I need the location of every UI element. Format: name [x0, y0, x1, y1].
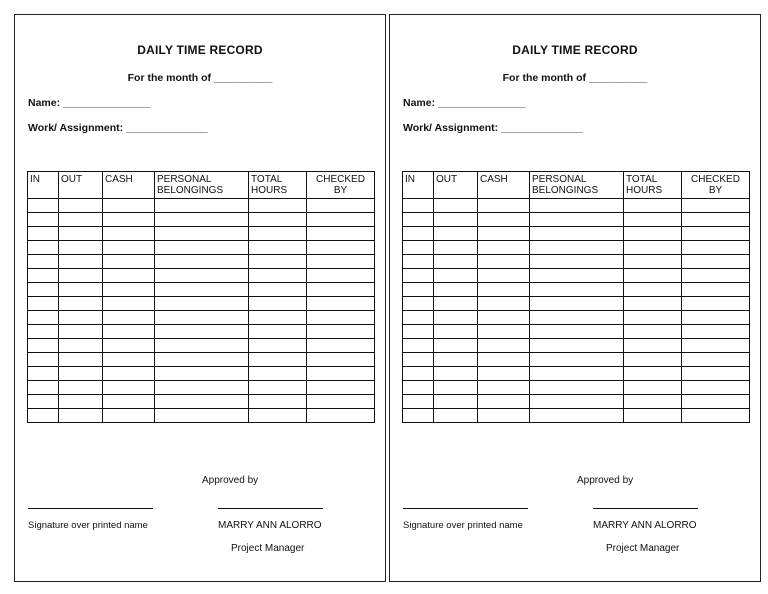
table-cell[interactable]: [434, 241, 478, 255]
table-row: [28, 283, 375, 297]
table-cell[interactable]: [155, 255, 249, 269]
form-title: DAILY TIME RECORD: [512, 43, 638, 57]
table-cell[interactable]: [434, 325, 478, 339]
table-cell[interactable]: [28, 241, 59, 255]
table-cell[interactable]: [307, 269, 375, 283]
table-cell[interactable]: [403, 325, 434, 339]
table-cell[interactable]: [103, 213, 155, 227]
table-cell[interactable]: [624, 325, 682, 339]
table-cell[interactable]: [682, 339, 750, 353]
table-cell[interactable]: [478, 367, 530, 381]
table-cell[interactable]: [478, 269, 530, 283]
table-cell[interactable]: [682, 227, 750, 241]
table-row: [28, 297, 375, 311]
table-cell[interactable]: [478, 199, 530, 213]
table-row: [403, 409, 750, 423]
table-cell[interactable]: [478, 241, 530, 255]
table-cell[interactable]: [155, 227, 249, 241]
table-cell[interactable]: [155, 199, 249, 213]
table-cell[interactable]: [155, 409, 249, 423]
table-row: [28, 367, 375, 381]
table-cell[interactable]: [530, 255, 624, 269]
table-cell[interactable]: [249, 283, 307, 297]
column-header-cash: CASH: [478, 172, 530, 199]
table-cell[interactable]: [403, 339, 434, 353]
table-cell[interactable]: [682, 269, 750, 283]
table-cell[interactable]: [59, 381, 103, 395]
table-cell[interactable]: [682, 311, 750, 325]
table-cell[interactable]: [307, 213, 375, 227]
table-cell[interactable]: [155, 381, 249, 395]
table-cell[interactable]: [434, 353, 478, 367]
table-cell[interactable]: [530, 311, 624, 325]
table-cell[interactable]: [403, 227, 434, 241]
table-cell[interactable]: [478, 283, 530, 297]
table-cell[interactable]: [624, 339, 682, 353]
table-cell[interactable]: [155, 297, 249, 311]
table-row: [403, 255, 750, 269]
approved-by-label: Approved by: [202, 475, 259, 486]
table-cell[interactable]: [624, 381, 682, 395]
column-header-checked-by: CHECKED BY: [682, 172, 750, 199]
table-cell[interactable]: [434, 283, 478, 297]
table-cell[interactable]: [155, 353, 249, 367]
table-cell[interactable]: [434, 255, 478, 269]
signature-label: Signature over printed name: [28, 520, 148, 531]
table-row: [403, 311, 750, 325]
table-row: [28, 311, 375, 325]
table-cell[interactable]: [307, 395, 375, 409]
table-cell[interactable]: [403, 255, 434, 269]
table-cell[interactable]: [434, 367, 478, 381]
table-cell[interactable]: [624, 395, 682, 409]
table-cell[interactable]: [530, 381, 624, 395]
time-record-card-left: [14, 14, 386, 582]
table-cell[interactable]: [28, 409, 59, 423]
table-cell[interactable]: [624, 241, 682, 255]
table-cell[interactable]: [155, 339, 249, 353]
table-row: [403, 381, 750, 395]
table-cell[interactable]: [403, 269, 434, 283]
table-cell[interactable]: [530, 325, 624, 339]
table-cell[interactable]: [434, 199, 478, 213]
table-cell[interactable]: [530, 353, 624, 367]
table-cell[interactable]: [103, 283, 155, 297]
table-cell[interactable]: [682, 283, 750, 297]
table-cell[interactable]: [624, 409, 682, 423]
table-cell[interactable]: [155, 269, 249, 283]
table-cell[interactable]: [103, 409, 155, 423]
table-row: [403, 325, 750, 339]
column-header-in: IN: [28, 172, 59, 199]
table-cell[interactable]: [624, 311, 682, 325]
table-header-row: [28, 172, 375, 199]
time-record-card-right: [389, 14, 761, 582]
table-row: [28, 213, 375, 227]
table-cell[interactable]: [59, 325, 103, 339]
table-cell[interactable]: [249, 339, 307, 353]
table-cell[interactable]: [59, 255, 103, 269]
table-row: [28, 199, 375, 213]
table-cell[interactable]: [59, 241, 103, 255]
table-cell[interactable]: [249, 311, 307, 325]
table-cell[interactable]: [28, 339, 59, 353]
table-cell[interactable]: [28, 255, 59, 269]
table-cell[interactable]: [307, 297, 375, 311]
manager-title: Project Manager: [606, 543, 680, 554]
table-cell[interactable]: [28, 353, 59, 367]
table-cell[interactable]: [307, 255, 375, 269]
table-cell[interactable]: [434, 381, 478, 395]
table-cell[interactable]: [28, 297, 59, 311]
column-header-total-hours: TOTAL HOURS: [249, 172, 307, 199]
table-cell[interactable]: [307, 325, 375, 339]
table-cell[interactable]: [28, 269, 59, 283]
table-cell[interactable]: [530, 199, 624, 213]
table-row: [28, 353, 375, 367]
table-cell[interactable]: [682, 255, 750, 269]
column-header-personal-belongings: PERSONAL BELONGINGS: [530, 172, 624, 199]
table-cell[interactable]: [155, 311, 249, 325]
time-table: [27, 171, 375, 423]
table-cell[interactable]: [103, 269, 155, 283]
table-cell[interactable]: [59, 199, 103, 213]
table-cell[interactable]: [624, 255, 682, 269]
table-cell[interactable]: [530, 213, 624, 227]
table-cell[interactable]: [155, 325, 249, 339]
table-cell[interactable]: [682, 395, 750, 409]
table-cell[interactable]: [403, 213, 434, 227]
table-row: [403, 395, 750, 409]
table-cell[interactable]: [434, 339, 478, 353]
table-cell[interactable]: [624, 353, 682, 367]
table-cell[interactable]: [307, 381, 375, 395]
table-cell[interactable]: [249, 353, 307, 367]
manager-name: MARRY ANN ALORRO: [218, 520, 322, 531]
table-cell[interactable]: [530, 395, 624, 409]
table-cell[interactable]: [624, 283, 682, 297]
table-cell[interactable]: [434, 311, 478, 325]
table-cell[interactable]: [530, 297, 624, 311]
table-cell[interactable]: [59, 339, 103, 353]
manager-title: Project Manager: [231, 543, 305, 554]
table-cell[interactable]: [307, 367, 375, 381]
work-assignment-field: Work/ Assignment: ______________: [403, 122, 583, 134]
table-cell[interactable]: [403, 297, 434, 311]
table-row: [403, 213, 750, 227]
table-cell[interactable]: [307, 311, 375, 325]
table-cell[interactable]: [624, 367, 682, 381]
column-header-out: OUT: [434, 172, 478, 199]
table-cell[interactable]: [103, 255, 155, 269]
table-row: [403, 297, 750, 311]
table-body: [28, 199, 375, 423]
table-row: [28, 269, 375, 283]
table-row: [28, 409, 375, 423]
table-cell[interactable]: [530, 227, 624, 241]
table-cell[interactable]: [249, 227, 307, 241]
column-header-personal-belongings: PERSONAL BELONGINGS: [155, 172, 249, 199]
table-row: [28, 395, 375, 409]
table-cell[interactable]: [624, 269, 682, 283]
signature-line: [403, 508, 528, 509]
table-row: [28, 241, 375, 255]
table-cell[interactable]: [624, 199, 682, 213]
form-title: DAILY TIME RECORD: [137, 43, 263, 57]
table-cell[interactable]: [682, 241, 750, 255]
table-row: [28, 381, 375, 395]
month-field: For the month of __________: [502, 72, 648, 84]
table-cell[interactable]: [59, 409, 103, 423]
signature-label: Signature over printed name: [403, 520, 523, 531]
table-cell[interactable]: [155, 395, 249, 409]
table-cell[interactable]: [624, 213, 682, 227]
approver-signature-line: [218, 508, 323, 509]
table-cell[interactable]: [682, 297, 750, 311]
table-cell[interactable]: [103, 339, 155, 353]
table-cell[interactable]: [249, 297, 307, 311]
table-cell[interactable]: [155, 241, 249, 255]
table-cell[interactable]: [403, 409, 434, 423]
table-cell[interactable]: [307, 283, 375, 297]
table-cell[interactable]: [478, 325, 530, 339]
table-cell[interactable]: [249, 255, 307, 269]
table-cell[interactable]: [434, 409, 478, 423]
table-cell[interactable]: [249, 241, 307, 255]
table-cell[interactable]: [478, 227, 530, 241]
table-cell[interactable]: [478, 409, 530, 423]
table-cell[interactable]: [682, 213, 750, 227]
table-cell[interactable]: [434, 269, 478, 283]
table-cell[interactable]: [103, 199, 155, 213]
table-cell[interactable]: [59, 227, 103, 241]
table-row: [28, 255, 375, 269]
table-row: [28, 227, 375, 241]
table-cell[interactable]: [624, 227, 682, 241]
table-row: [403, 339, 750, 353]
table-cell[interactable]: [434, 395, 478, 409]
table-cell[interactable]: [59, 353, 103, 367]
table-cell[interactable]: [307, 199, 375, 213]
table-cell[interactable]: [403, 353, 434, 367]
table-cell[interactable]: [682, 199, 750, 213]
table-cell[interactable]: [530, 241, 624, 255]
name-field: Name: _______________: [28, 97, 151, 109]
table-cell[interactable]: [28, 227, 59, 241]
table-cell[interactable]: [59, 297, 103, 311]
column-header-out: OUT: [59, 172, 103, 199]
table-cell[interactable]: [530, 269, 624, 283]
table-cell[interactable]: [624, 297, 682, 311]
table-cell[interactable]: [249, 213, 307, 227]
table-cell[interactable]: [307, 339, 375, 353]
table-cell[interactable]: [103, 353, 155, 367]
table-row: [28, 339, 375, 353]
table-row: [28, 325, 375, 339]
time-table: [402, 171, 750, 423]
column-header-total-hours: TOTAL HOURS: [624, 172, 682, 199]
table-cell[interactable]: [434, 297, 478, 311]
table-cell[interactable]: [403, 283, 434, 297]
table-cell[interactable]: [59, 269, 103, 283]
table-cell[interactable]: [530, 283, 624, 297]
table-row: [403, 367, 750, 381]
column-header-cash: CASH: [103, 172, 155, 199]
table-cell[interactable]: [249, 269, 307, 283]
table-cell[interactable]: [478, 255, 530, 269]
table-cell[interactable]: [28, 199, 59, 213]
table-cell[interactable]: [478, 339, 530, 353]
table-cell[interactable]: [103, 367, 155, 381]
table-cell[interactable]: [403, 199, 434, 213]
month-field: For the month of __________: [127, 72, 273, 84]
table-cell[interactable]: [28, 367, 59, 381]
table-cell[interactable]: [307, 241, 375, 255]
table-row: [403, 353, 750, 367]
table-cell[interactable]: [103, 325, 155, 339]
table-cell[interactable]: [307, 409, 375, 423]
table-cell[interactable]: [28, 381, 59, 395]
table-header-row: [403, 172, 750, 199]
signature-line: [28, 508, 153, 509]
table-cell[interactable]: [403, 381, 434, 395]
table-cell[interactable]: [682, 367, 750, 381]
name-field: Name: _______________: [403, 97, 526, 109]
table-cell[interactable]: [59, 367, 103, 381]
table-cell[interactable]: [478, 297, 530, 311]
table-body: [403, 199, 750, 423]
table-cell[interactable]: [478, 213, 530, 227]
table-cell[interactable]: [249, 395, 307, 409]
column-header-checked-by: CHECKED BY: [307, 172, 375, 199]
manager-name: MARRY ANN ALORRO: [593, 520, 697, 531]
table-cell[interactable]: [403, 311, 434, 325]
table-cell[interactable]: [478, 395, 530, 409]
table-cell[interactable]: [59, 283, 103, 297]
table-cell[interactable]: [59, 395, 103, 409]
table-cell[interactable]: [155, 367, 249, 381]
table-cell[interactable]: [478, 311, 530, 325]
table-cell[interactable]: [28, 311, 59, 325]
table-cell[interactable]: [478, 353, 530, 367]
table-cell[interactable]: [103, 395, 155, 409]
table-cell[interactable]: [28, 325, 59, 339]
table-cell[interactable]: [249, 367, 307, 381]
table-cell[interactable]: [103, 381, 155, 395]
table-cell[interactable]: [249, 199, 307, 213]
table-row: [403, 227, 750, 241]
table-cell[interactable]: [59, 311, 103, 325]
table-cell[interactable]: [307, 353, 375, 367]
approved-by-label: Approved by: [577, 475, 634, 486]
column-header-in: IN: [403, 172, 434, 199]
table-row: [403, 269, 750, 283]
table-cell[interactable]: [28, 283, 59, 297]
table-cell[interactable]: [59, 213, 103, 227]
table-cell[interactable]: [103, 227, 155, 241]
table-cell[interactable]: [103, 297, 155, 311]
table-cell[interactable]: [155, 283, 249, 297]
table-cell[interactable]: [103, 241, 155, 255]
table-cell[interactable]: [403, 395, 434, 409]
table-cell[interactable]: [682, 409, 750, 423]
table-cell[interactable]: [403, 367, 434, 381]
table-row: [403, 283, 750, 297]
table-cell[interactable]: [249, 325, 307, 339]
table-cell[interactable]: [28, 395, 59, 409]
table-cell[interactable]: [530, 409, 624, 423]
table-cell[interactable]: [530, 367, 624, 381]
table-cell[interactable]: [249, 409, 307, 423]
table-cell[interactable]: [434, 213, 478, 227]
table-cell[interactable]: [530, 339, 624, 353]
table-cell[interactable]: [682, 381, 750, 395]
approver-signature-line: [593, 508, 698, 509]
work-assignment-field: Work/ Assignment: ______________: [28, 122, 208, 134]
table-cell[interactable]: [249, 381, 307, 395]
table-cell[interactable]: [155, 213, 249, 227]
table-row: [403, 241, 750, 255]
table-cell[interactable]: [28, 213, 59, 227]
table-cell[interactable]: [682, 353, 750, 367]
table-cell[interactable]: [307, 227, 375, 241]
table-cell[interactable]: [103, 311, 155, 325]
table-cell[interactable]: [682, 325, 750, 339]
table-cell[interactable]: [434, 227, 478, 241]
table-row: [403, 199, 750, 213]
table-cell[interactable]: [478, 381, 530, 395]
table-cell[interactable]: [403, 241, 434, 255]
